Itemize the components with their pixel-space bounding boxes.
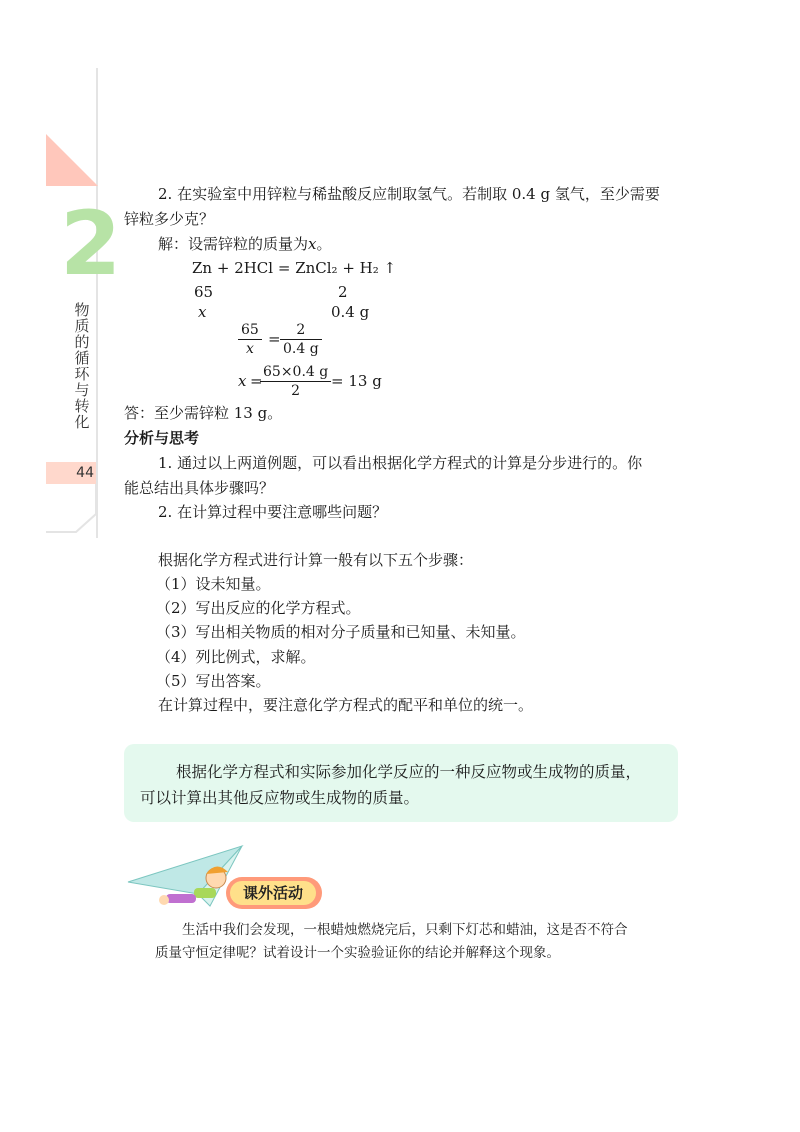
proportion-right-denominator: 0.4 g (283, 341, 319, 357)
result-fraction (260, 363, 331, 400)
problem-statement-line1: 2. 在实验室中用锌粒与稀盐酸反应制取氢气。若制取 0.4 g 氢气，至少需要 (158, 185, 660, 203)
analysis-question-1-line1: 1. 通过以上两道例题，可以看出根据化学方程式的计算是分步进行的。你 (158, 454, 643, 472)
proportion-left-fraction (238, 321, 262, 358)
solution-line (158, 234, 332, 254)
page-corner-fold (46, 484, 98, 534)
step-item: （5）写出答案。 (156, 672, 271, 690)
solution-suffix: 。 (316, 235, 332, 253)
unknown-mass: x (198, 303, 207, 321)
result-denominator: 2 (291, 383, 301, 399)
proportion-equals: = (268, 330, 281, 348)
activity-badge (226, 877, 322, 909)
chapter-corner-triangle (46, 134, 98, 186)
summary-line1: 根据化学方程式和实际参加化学反应的一种反应物或生成物的质量， (176, 763, 642, 781)
answer: 答：至少需锌粒 13 g。 (124, 404, 283, 422)
result-numerator: 65×0.4 g (260, 363, 331, 382)
chemical-equation: Zn + 2HCl = ZnCl₂ + H₂ ↑ (192, 259, 397, 277)
step-item: （4）列比例式，求解。 (156, 648, 316, 666)
proportion-right-fraction (280, 321, 322, 358)
steps-intro: 根据化学方程式进行计算一般有以下五个步骤： (158, 551, 474, 569)
chapter-title: 物质的循环与转化 (74, 301, 90, 431)
solution-variable: x (308, 235, 317, 253)
summary-line2: 可以计算出其他反应物或生成物的质量。 (140, 789, 420, 807)
result-variable: x (238, 372, 247, 390)
page-number: 44 (76, 465, 94, 481)
activity-line1: 生活中我们会发现，一根蜡烛燃烧完后，只剩下灯芯和蜡油，这是否不符合 (182, 922, 628, 938)
steps-note: 在计算过程中，要注意化学方程式的配平和单位的统一。 (158, 696, 534, 714)
activity-label: 课外活动 (230, 881, 316, 905)
mass-h2: 2 (338, 283, 348, 301)
analysis-heading: 分析与思考 (124, 429, 200, 447)
known-mass: 0.4 g (331, 303, 370, 321)
step-item: （2）写出反应的化学方程式。 (156, 599, 361, 617)
analysis-question-2: 2. 在计算过程中要注意哪些问题？ (158, 503, 388, 521)
analysis-question-1-line2: 能总结出具体步骤吗？ (124, 479, 275, 497)
mass-zn: 65 (194, 283, 214, 301)
step-item: （1）设未知量。 (156, 575, 271, 593)
result-equals: = (250, 372, 263, 390)
solution-prefix: 解：设需锌粒的质量为 (158, 235, 309, 253)
result-value: = 13 g (331, 372, 382, 390)
problem-statement-line2: 锌粒多少克？ (124, 210, 215, 228)
proportion-left-denominator: x (245, 341, 254, 357)
proportion-right-numerator: 2 (280, 321, 322, 340)
activity-line2: 质量守恒定律呢？试着设计一个实验验证你的结论并解释这个现象。 (155, 945, 560, 961)
proportion-left-numerator: 65 (238, 321, 262, 340)
step-item: （3）写出相关物质的相对分子质量和已知量、未知量。 (156, 623, 526, 641)
paper-plane-kid-icon (124, 842, 244, 922)
chapter-number: 2 (60, 192, 122, 295)
